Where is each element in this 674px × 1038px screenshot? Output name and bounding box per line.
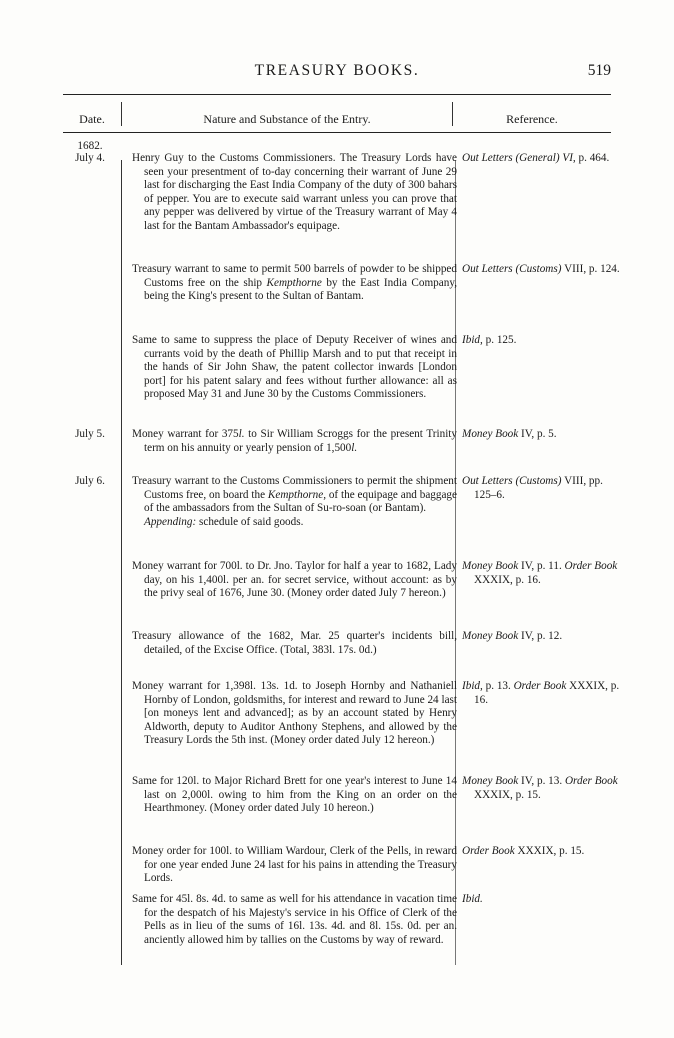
- entry-text: Treasury allowance of the 1682, Mar. 25 quarter's incidents bill, detailed, of the Excise Office. (Total, 383l. 17s. 0d.): [132, 630, 457, 656]
- entry-reference: Money Book IV, p. 12.: [462, 630, 563, 642]
- table-header-rule: [63, 132, 611, 133]
- entry-text: Treasury warrant to same to permit 500 barrels of powder to be shipped Customs free on the ship Kempthorne by the East India Company, being the King's present to the Sultan of Bantam.: [132, 263, 457, 302]
- page-number: 519: [587, 62, 611, 79]
- date-july-6: July 6.: [75, 475, 105, 487]
- entry-reference: Money Book IV, p. 5.: [462, 428, 557, 440]
- entry-reference: Ibid, p. 13. Order Book XXXIX, p. 16.: [462, 680, 620, 706]
- entry-text: Money warrant for 700l. to Dr. Jno. Taylor for half a year to 1682, Lady day, on his 1,400l. per an. for secret service, without account: as by the privy seal of 1676, June 30. (Money order dated July 7 hereon.): [132, 560, 457, 599]
- entry-text: Henry Guy to the Customs Commissioners. The Treasury Lords have seen your presentment of to-day concerning their warrant of June 29 last for discharging the East India Company of the duty of 300 bahars of pepper. You are to execute said warrant unless you can prove that any pepper was delivered by virtue of the Treasury warrant of May 4 last for the Bantam Ambassador's equipage.: [132, 152, 457, 232]
- entry-reference: Money Book IV, p. 13. Order Book XXXIX, p. 15.: [462, 775, 618, 801]
- entry-text: Money warrant for 375l. to Sir William Scroggs for the present Trinity term on his annuity or yearly pension of 1,500l.: [132, 428, 457, 454]
- date-july-5: July 5.: [75, 428, 105, 440]
- entry-reference: Out Letters (General) VI, p. 464.: [462, 152, 610, 164]
- column-header-reference: Reference.: [506, 112, 558, 126]
- entry-reference: Ibid.: [462, 893, 483, 905]
- entry-reference: Money Book IV, p. 11. Order Book XXXIX, p. 16.: [462, 560, 618, 586]
- entry-text: Same for 120l. to Major Richard Brett for one year's interest to June 14 last on 2,000l. owing to him from the King on an order on the Hearthmoney. (Money order dated July 10 hereon.): [132, 775, 457, 814]
- entry-text: Money order for 100l. to William Wardour, Clerk of the Pells, in reward for one year ended June 24 last for his pains in attending the Treasury Lords.: [132, 845, 457, 884]
- entry-text: Money warrant for 1,398l. 13s. 1d. to Joseph Hornby and Nathaniell Hornby of London, goldsmiths, for interest and reward to June 24 last [on moneys lent and advanced]; as by an account stated by Henry Aldworth, deputy to Auditor Anthony Stephens, and allowed by the Treasury Lords the 5th inst. (Money order dated July 12 hereon.): [132, 680, 457, 746]
- date-july-4: July 4.: [75, 152, 105, 164]
- entry-reference: Out Letters (Customs) VIII, p. 124.: [462, 263, 620, 275]
- entry-reference: Out Letters (Customs) VIII, pp. 125–6.: [462, 475, 603, 501]
- table-top-rule: [63, 94, 611, 95]
- column-header-nature: Nature and Substance of the Entry.: [203, 112, 371, 126]
- running-head: [0, 62, 674, 86]
- entry-reference: Ibid, p. 125.: [462, 334, 517, 346]
- entry-text: Same to same to suppress the place of Deputy Receiver of wines and currants void by the death of Phillip Marsh and to put that receipt in the hands of Sir John Shaw, the patent collector inwards [London port] for his patent salary and fees without further allowance: all as proposed May 31 and June 30 by the Customs Commissioners.: [132, 334, 457, 400]
- date-year: 1682.: [77, 140, 103, 152]
- entry-reference: Order Book XXXIX, p. 15.: [462, 845, 585, 857]
- entry-text: Same for 45l. 8s. 4d. to same as well for his attendance in vacation time for the despatch of his Majesty's service in his Office of Clerk of the Pells as in lieu of the sums of 16l. 13s. 4d. and 8l. 15s. 0d. per an. anciently allowed him by tallies on the Customs by way of reward.: [132, 893, 457, 946]
- column-divider-date-body: [121, 160, 122, 965]
- column-header-date: Date.: [79, 112, 105, 126]
- entry-text: Treasury warrant to the Customs Commissioners to permit the shipment Customs free, on board the Kempthorne, of the equipage and baggage of the ambassadors from the Sultan of Su-ro-soan (or Bantam). Appending: schedule of said goods.: [132, 475, 457, 528]
- page-title: TREASURY BOOKS.: [254, 62, 420, 79]
